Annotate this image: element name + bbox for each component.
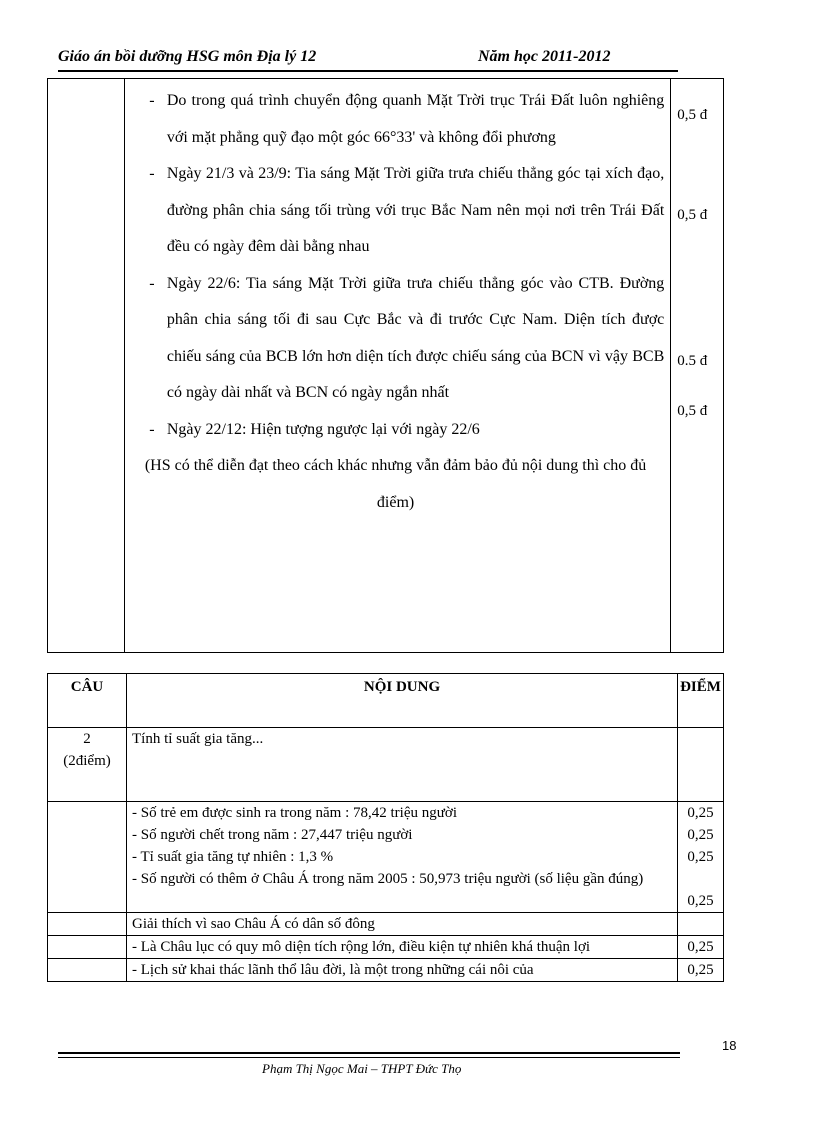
points-cell xyxy=(671,79,724,653)
page-footer: Phạm Thị Ngọc Mai – THPT Đức Thọ xyxy=(262,1061,462,1076)
page-header xyxy=(58,48,678,72)
point-value: 0,5 đ xyxy=(677,403,708,419)
question-number: 2 xyxy=(83,731,91,747)
calc-line: - Tỉ suất gia tăng tự nhiên : 1,3 % xyxy=(132,849,334,865)
calc-line: - Số trẻ em được sinh ra trong năm : 78,42 triệu người xyxy=(132,805,457,821)
header-rule xyxy=(58,70,678,72)
question-title: Tính tỉ suất gia tăng... xyxy=(127,728,678,802)
explain-line: - Là Châu lục có quy mô diện tích rộng lớn, điều kiện tự nhiên khá thuận lợi xyxy=(127,936,678,959)
answer-bullet: - Do trong quá trình chuyển động quanh Mặt Trời trục Trái Đất luôn nghiêng với mặt phẳng quỹ đạo một góc 66°33' và không đổi phương xyxy=(149,92,665,146)
grading-note: (HS có thể diễn đạt theo cách khác nhưng vẫn đảm bảo đủ nội dung thì cho đủ điểm) xyxy=(144,457,647,511)
answer-table-continued xyxy=(47,78,724,653)
answer-content xyxy=(124,79,670,653)
point-value: 0,5 đ xyxy=(677,207,708,223)
explain-line: - Lịch sử khai thác lãnh thổ lâu đời, là một trong những cái nôi của xyxy=(127,959,678,982)
calc-line: - Số người chết trong năm : 27,447 triệu người xyxy=(132,827,413,843)
calc-line: - Số người có thêm ở Châu Á trong năm 2005 : 50,973 triệu người (số liệu gần đúng) xyxy=(132,871,644,887)
points-cell-empty xyxy=(678,728,724,802)
header-left: Giáo án bồi dưỡng HSG môn Địa lý 12 xyxy=(58,48,317,65)
explain-point: 0,25 xyxy=(678,959,724,982)
answer-bullet: - Ngày 21/3 và 23/9: Tia sáng Mặt Trời giữa trưa chiếu thẳng góc tại xích đạo, đường phân chia sáng tối trùng với trục Bắc Nam nên mọi nơi trên Trái Đất đều có ngày đêm dài bằng nhau xyxy=(149,165,665,255)
header-right: Năm học 2011-2012 xyxy=(478,48,611,65)
calc-points: 0,25 0,25 0,25 0,25 xyxy=(678,802,724,913)
explain-title: Giải thích vì sao Châu Á có dân số đông xyxy=(127,913,678,936)
page-number: 18 xyxy=(722,1038,737,1053)
col-header-diem: ĐIỂM xyxy=(678,674,724,728)
question-weight: (2điểm) xyxy=(63,753,111,769)
point-value: 0.5 đ xyxy=(677,353,708,369)
answer-bullet: - Ngày 22/12: Hiện tượng ngược lại với ngày 22/6 xyxy=(149,420,480,438)
col-header-cau: CÂU xyxy=(48,674,127,728)
footer-rule xyxy=(58,1052,680,1054)
answer-bullet: - Ngày 22/6: Tia sáng Mặt Trời giữa trưa chiếu thẳng góc vào CTB. Đường phân chia sáng tối đi sau Cực Bắc và đi trước Cực Nam. Diện tích được chiếu sáng của BCB lớn hơn diện tích được chiếu sáng của BCN vì vậy BCB có ngày dài nhất và BCN có ngày ngắn nhất xyxy=(149,274,665,401)
question-number-cell xyxy=(48,728,127,802)
question-cell-empty xyxy=(48,79,125,653)
point-value: 0,5 đ xyxy=(677,107,708,123)
footer-rule-thin xyxy=(58,1057,680,1058)
col-header-noidung: NỘI DUNG xyxy=(127,674,678,728)
answer-table-question-2 xyxy=(47,673,724,982)
calc-content xyxy=(127,802,678,913)
explain-point: 0,25 xyxy=(678,936,724,959)
